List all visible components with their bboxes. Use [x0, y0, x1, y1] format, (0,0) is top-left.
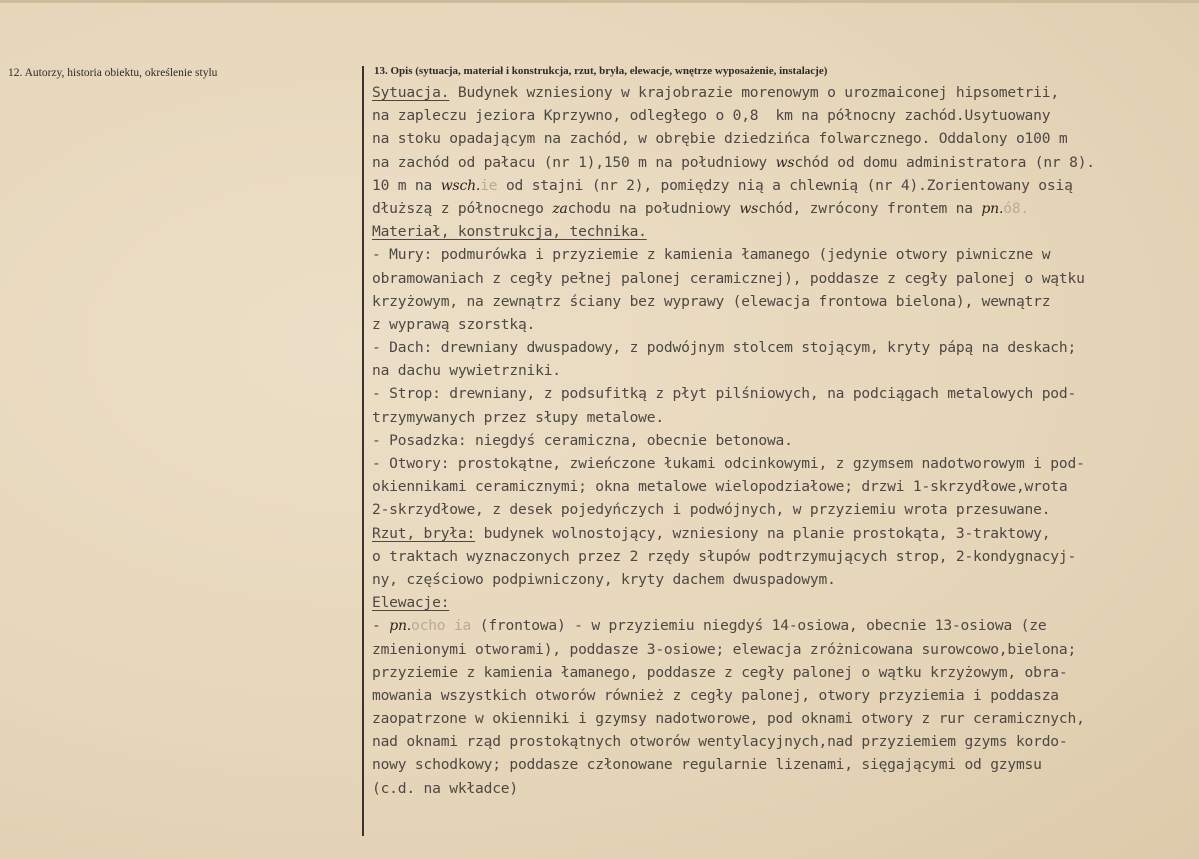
text-segment: przyziemie z kamienia łamanego, poddasze z cegły palonej o wątku krzyżowym, obra-	[372, 663, 1068, 681]
section-label: Sytuacja.	[372, 84, 450, 101]
text-segment: zaopatrzone w okienniki i gzymsy nadotworowe, pod oknami otwory z rur ceramicznych,	[372, 710, 1085, 728]
text-segment: trzymywanych przez słupy metalowe.	[372, 408, 664, 426]
text-line	[372, 522, 1194, 545]
text-segment: ocho ia	[411, 617, 472, 635]
handwritten-correction: pn.	[981, 200, 1004, 217]
text-line	[372, 614, 1194, 637]
text-segment: nowy schodkowy; poddasze członowane regularnie lizenami, sięgającymi od gzymsu	[372, 756, 1042, 774]
text-segment: na dachu wywietrzniki.	[372, 362, 561, 380]
text-line	[372, 243, 1194, 266]
text-line	[372, 452, 1194, 475]
text-line	[372, 81, 1194, 104]
top-edge-rule	[0, 0, 1199, 3]
text-line	[372, 498, 1194, 521]
text-line	[372, 777, 1194, 800]
text-line	[372, 197, 1194, 220]
text-segment: - Otwory: prostokątne, zwieńczone łukami odcinkowymi, z gzymsem nadotworowym i pod-	[372, 455, 1085, 472]
text-line	[372, 661, 1194, 684]
text-line	[372, 707, 1194, 730]
text-segment: obramowaniach z cegły pełnej palonej ceramicznej), poddasze z cegły palonej o wątku	[372, 269, 1085, 287]
text-segment: (frontowa) - w przyziemiu niegdyś 14-osiowa, obecnie 13-osiowa (ze	[471, 617, 1047, 635]
description-body	[372, 81, 1194, 800]
text-line	[372, 382, 1194, 405]
text-segment: 10 m na	[372, 176, 441, 194]
text-segment: z wyprawą szorstką.	[372, 315, 536, 333]
text-line	[372, 336, 1194, 359]
text-segment: chód, zwrócony frontem na	[758, 199, 982, 217]
text-line	[372, 267, 1194, 290]
text-segment: - Dach: drewniany dwuspadowy, z podwójnym stolcem stojącym, kryty pápą na deskach;	[372, 339, 1077, 357]
text-segment: ie	[480, 176, 498, 194]
text-line	[372, 591, 1194, 614]
text-line	[372, 730, 1194, 753]
text-segment: nad oknami rząd prostokątnych otworów wentylacyjnych,nad przyziemiem gzyms kordo-	[372, 733, 1068, 751]
text-line	[372, 406, 1194, 429]
text-line	[372, 684, 1194, 707]
text-segment: okiennikami ceramicznymi; okna metalowe wielopodziałowe; drzwi 1-skrzydłowe,wrota	[372, 478, 1068, 496]
handwritten-correction: za	[552, 200, 568, 217]
text-line	[372, 359, 1194, 382]
handwritten-correction: wsch.	[440, 177, 481, 194]
handwritten-correction: ws	[739, 200, 759, 217]
section-label: Elewacje:	[372, 594, 450, 612]
text-segment: chodu na południowy	[567, 199, 740, 217]
text-segment: chód od domu administratora (nr 8).	[794, 153, 1095, 171]
text-segment: mowania wszystkich otworów również z cegły palonej, otwory przyziemia i poddasza	[372, 686, 1059, 704]
text-segment: - Mury: podmurówka i przyziemie z kamienia łamanego (jedynie otwory piwniczne w	[372, 246, 1051, 264]
text-line	[372, 104, 1194, 127]
text-line	[372, 545, 1194, 568]
text-segment: na zachód od pałacu (nr 1),150 m na południowy	[372, 153, 776, 171]
text-line	[372, 568, 1194, 591]
section-label: Materiał, konstrukcja, technika.	[372, 223, 647, 241]
text-line	[372, 313, 1194, 336]
section-label: Rzut, bryła:	[372, 524, 476, 542]
section-13-heading: 13. Opis (sytuacja, materiał i konstrukcja, rzut, bryła, elewacje, wnętrze wyposażenie, instalacje)	[374, 65, 828, 77]
text-segment: (c.d. na wkładce)	[372, 779, 518, 797]
text-segment: dłuższą z północnego	[372, 199, 553, 217]
text-line	[372, 429, 1194, 452]
handwritten-correction: pn.	[389, 618, 412, 635]
text-segment: od stajni (nr 2), pomiędzy nią a chlewnią (nr 4).Zorientowany osią	[497, 176, 1073, 194]
text-segment: krzyżowym, na zewnątrz ściany bez wyprawy (elewacja frontowa bielona), wewnątrz	[372, 292, 1051, 310]
text-line	[372, 290, 1194, 313]
text-segment: 2-skrzydłowe, z desek pojedyńczych i podwójnych, w przyziemiu wrota przesuwane.	[372, 501, 1051, 519]
text-segment: ó8.	[1003, 199, 1030, 217]
text-line	[372, 220, 1194, 243]
text-line	[372, 753, 1194, 776]
text-segment: zmienionymi otworami), poddasze 3-osiowe; elewacja zróżnicowana surowcowo,bielona;	[372, 640, 1077, 658]
text-segment: ny, częściowo podpiwniczony, kryty dachem dwuspadowym.	[372, 570, 836, 588]
text-line	[372, 638, 1194, 661]
text-line	[372, 475, 1194, 498]
text-segment: -	[372, 617, 390, 635]
text-segment: - Posadzka: niegdyś ceramiczna, obecnie betonowa.	[372, 431, 793, 449]
section-12-heading: 12. Autorzy, historia obiektu, określenie stylu	[8, 67, 218, 79]
text-segment: - Strop: drewniany, z podsufitką z płyt pilśniowych, na podciągach metalowych pod-	[372, 385, 1077, 403]
column-divider	[362, 66, 364, 836]
text-segment: na zapleczu jeziora Kprzywno, odległego o 0,8 km na północny zachód.Usytuowany	[372, 107, 1051, 125]
text-line	[372, 127, 1194, 150]
text-segment: Budynek wzniesiony w krajobrazie morenowym o urozmaiconej hipsometrii,	[449, 84, 1059, 101]
text-line	[372, 174, 1194, 197]
text-segment: o traktach wyznaczonych przez 2 rzędy słupów podtrzymujących strop, 2-kondygnacyj-	[372, 547, 1077, 565]
text-segment: na stoku opadającym na zachód, w obrębie dziedzińca folwarcznego. Oddalony o100 m	[372, 130, 1068, 148]
text-segment: budynek wolnostojący, wzniesiony na planie prostokąta, 3-traktowy,	[475, 524, 1051, 542]
handwritten-correction: ws	[775, 154, 795, 171]
text-line	[372, 151, 1194, 174]
